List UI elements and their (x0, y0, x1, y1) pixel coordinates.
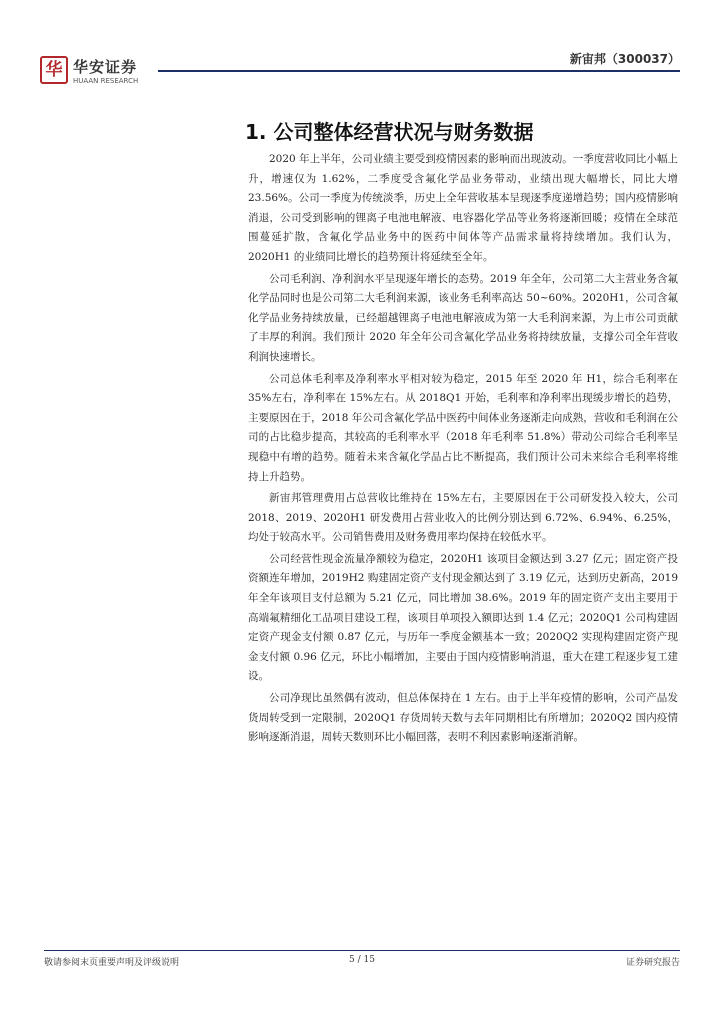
body-text (248, 150, 678, 750)
company-ticker: 新宙邦（300037） (569, 52, 680, 66)
paragraph: 公司毛利润、净利润水平呈现逐年增长的态势。2019 年全年，公司第二大主营业务含氟化学品同时也是公司第二大毛利润来源，该业务毛利率高达 50~60%。2020H1，公司含氟化学品业务持续放量，已经超越锂离子电池电解液成为第一大毛利润来源，为上市公司贡献了丰厚的利润。我们预计 2020 年全年公司含氟化学品业务将持续放量，支撑公司全年营收利润快速增长。 (248, 272, 678, 363)
logo-name: 华安证券 (73, 58, 138, 76)
paragraph: 新宙邦管理费用占总营收比维持在 15%左右，主要原因在于公司研发投入较大，公司 2018、2019、2020H1 研发费用占营业收入的比例分别达到 6.72%、6.94%、6.25%，均处于较高水平。公司销售费用及财务费用率均保持在较低水平。 (248, 492, 678, 544)
footer-divider (44, 950, 680, 951)
footer-disclaimer: 敬请参阅末页重要声明及评级说明 (44, 958, 180, 968)
paragraph: 2020 年上半年，公司业绩主要受到疫情因素的影响而出现波动。一季度营收同比小幅上升，增速仅为 1.62%，二季度受含氟化学品业务带动，业绩出现大幅增长，同比大增 23.56%。公司一季度为传统淡季，历史上全年营收基本呈现逐季度递增趋势；国内疫情影响消退，公司受到影响的锂离子电池电解液、电容器化学品等业务将逐渐回暖；疫情在全球范围蔓延扩散，含氟化学品业务中的医药中间体等产品需求量将持续增加。我们认为，2020H1 的业绩同比增长的趋势预计将延续至全年。 (248, 153, 678, 263)
page-number: 5 / 15 (349, 955, 375, 965)
paragraph: 公司总体毛利率及净利率水平相对较为稳定，2015 年至 2020 年 H1，综合毛利率在 35%左右，净利率在 15%左右。从 2018Q1 开始，毛利率和净利率出现缓步增长的趋势，主要原因在于，2018 年公司含氟化学品中医药中间体业务逐渐走向成熟，营收和毛利润在公司的占比稳步提高，其较高的毛利率水平（2018 年毛利率 51.8%）带动公司综合毛利率呈现稳中有增的趋势。随着未来含氟化学品占比不断提高，我们预计公司未来综合毛利率将维持上升趋势。 (248, 372, 678, 483)
paragraph: 公司净现比虽然偶有波动，但总体保持在 1 左右。由于上半年疫情的影响，公司产品发货周转受到一定限制，2020Q1 存货周转天数与去年同期相比有所增加；2020Q2 国内疫情影响逐渐消退，周转天数则环比小幅回落，表明不利因素影响逐渐消解。 (248, 692, 678, 744)
header-divider (158, 70, 680, 72)
paragraph: 公司经营性现金流量净额较为稳定，2020H1 该项目金额达到 3.27 亿元；固定资产投资额连年增加，2019H2 购建固定资产支付现金额达到了 3.19 亿元，达到历史新高，2019 年全年该项目支付总额为 5.21 亿元，同比增加 38.6%。2019 年的固定资产支出主要用于高端氟精细化工品项目建设工程，该项目单项投入额即达到 1.4 亿元；2020Q1 公司构建固定资产现金支付额 0.87 亿元，与历年一季度金额基本一致；2020Q2 实现构建固定资产现金支付额 0.96 亿元，环比小幅增加，主要由于国内疫情影响消退，重大在建工程逐步复工建设。 (248, 552, 678, 683)
logo-seal-icon: 华 (40, 56, 68, 84)
logo-english-name: HUAAN RESEARCH (73, 77, 139, 85)
company-logo (40, 56, 150, 88)
section-title: 1. 公司整体经营状况与财务数据 (245, 120, 534, 144)
report-type: 证券研究报告 (625, 958, 680, 968)
